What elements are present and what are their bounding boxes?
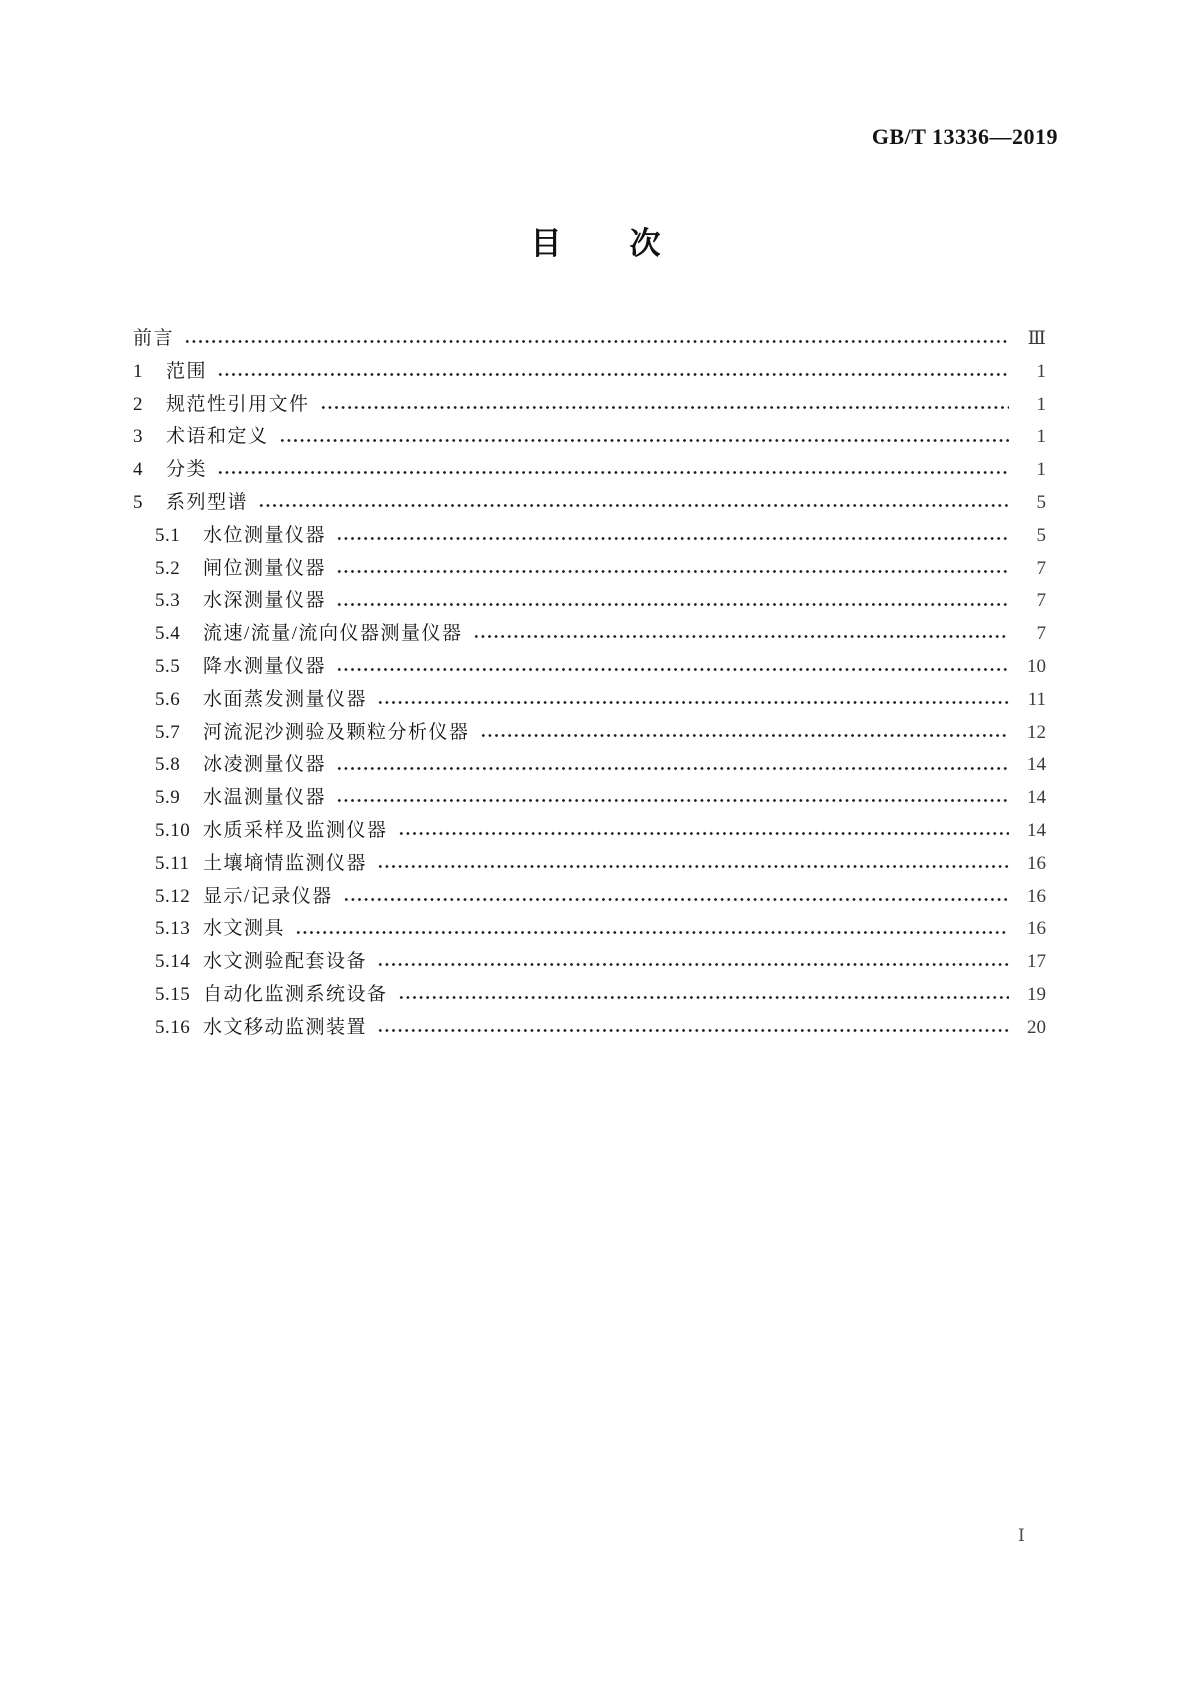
toc-entry-label: 范围 [166,360,208,382]
toc-entry[interactable] [133,356,1046,389]
toc-leader-dots [473,618,1009,651]
toc-leader-dots [258,487,1009,520]
toc-entry[interactable] [133,684,1046,717]
toc-entry-label: 闸位测量仪器 [203,557,327,579]
toc-entry-label: 水文测验配套设备 [203,951,368,973]
toc-entry-page: 14 [1027,787,1046,809]
toc-entry-label: 水质采样及监测仪器 [203,819,388,841]
toc-entry-label: 降水测量仪器 [203,655,327,677]
toc-leader-dots [377,1012,1009,1045]
toc-entry-number: 4 [133,459,143,481]
toc-entry[interactable] [133,553,1046,586]
toc-entry-page: 7 [1036,623,1046,645]
toc-leader-dots [398,979,1009,1012]
toc-entry-number: 5.3 [155,590,181,612]
toc-leader-dots [336,520,1009,553]
toc-entry-page: 16 [1027,885,1046,907]
toc-entry-page: 16 [1027,918,1046,940]
toc-entry-label: 河流泥沙测验及颗粒分析仪器 [203,721,470,743]
toc-entry-label: 水文测具 [203,918,286,940]
toc-entry-label: 流速/流量/流向仪器测量仪器 [203,623,463,645]
toc-entry[interactable] [133,881,1046,914]
toc-leader-dots [217,454,1009,487]
toc-entry-page: Ⅲ [1027,328,1046,349]
toc-entry-number: 5.1 [155,524,181,546]
toc-entry-page: 12 [1027,721,1046,743]
toc-entry-number: 5.2 [155,557,181,579]
toc-entry-page: 20 [1027,1016,1046,1038]
toc-entry-label: 系列型谱 [166,491,249,513]
toc-entry-page: 7 [1036,557,1046,579]
toc-entry[interactable] [133,848,1046,881]
toc-entry[interactable] [133,651,1046,684]
toc-entry[interactable] [133,585,1046,618]
toc-entry[interactable] [133,389,1046,422]
toc-entry-page: 17 [1027,951,1046,973]
toc-entry[interactable] [133,323,1046,356]
toc-entry-page: 16 [1027,852,1046,874]
toc-entry-page: 1 [1036,393,1046,415]
toc-leader-dots [336,651,1009,684]
toc-entry[interactable] [133,454,1046,487]
toc-entry-page: 11 [1027,688,1046,710]
toc-entry-page: 1 [1036,426,1046,448]
toc-leader-dots [377,946,1009,979]
standard-code: GB/T 13336—2019 [871,124,1058,149]
toc-entry-label: 冰凌测量仪器 [203,754,327,776]
toc-entry[interactable] [133,487,1046,520]
toc-entry-label: 自动化监测系统设备 [203,983,388,1005]
toc-entry-page: 7 [1036,590,1046,612]
toc-entry-number: 5.5 [155,655,181,677]
footer-page-number: Ⅰ [1018,1526,1025,1545]
toc-entry[interactable] [133,1012,1046,1045]
toc-entry-label: 显示/记录仪器 [203,885,333,907]
toc-entry-number: 2 [133,393,143,415]
toc-leader-dots [377,684,1009,717]
toc-entry-page: 14 [1027,754,1046,776]
toc-entry-page: 14 [1027,819,1046,841]
toc-entry-label: 水面蒸发测量仪器 [203,688,368,710]
toc-entry[interactable] [133,946,1046,979]
toc-entry-label: 水位测量仪器 [203,524,327,546]
toc-entry[interactable] [133,618,1046,651]
toc-entry-page: 5 [1036,491,1046,513]
toc-entry-number: 5.6 [155,688,181,710]
toc-entry-page: 5 [1036,524,1046,546]
toc-entry-number: 5.16 [155,1016,191,1038]
toc-entry-number: 5.14 [155,951,191,973]
toc-entry-number: 5.7 [155,721,181,743]
toc-leader-dots [184,323,1009,356]
toc-entry-page: 19 [1027,983,1046,1005]
toc-entry-number: 5.13 [155,918,191,940]
toc-entry-label: 分类 [166,459,208,481]
toc-entry[interactable] [133,421,1046,454]
toc-entry[interactable] [133,913,1046,946]
toc-entry-label: 水深测量仪器 [203,590,327,612]
toc-leader-dots [336,585,1009,618]
toc-title-container [0,228,1191,259]
toc-entry-label: 水文移动监测装置 [203,1016,368,1038]
toc-leader-dots [336,782,1009,815]
toc-entry-label: 术语和定义 [166,426,269,448]
toc-entry-number: 5.15 [155,983,191,1005]
toc-entry[interactable] [133,979,1046,1012]
toc-leader-dots [336,553,1009,586]
toc-entry-label: 土壤墒情监测仪器 [203,852,368,874]
toc-entry[interactable] [133,749,1046,782]
toc-entry-number: 5.4 [155,623,181,645]
toc-entry[interactable] [133,815,1046,848]
toc-entry-number: 5.9 [155,787,181,809]
toc-leader-dots [377,848,1009,881]
toc-entry-page: 1 [1036,459,1046,481]
toc-entry-number: 1 [133,360,143,382]
toc-entry[interactable] [133,520,1046,553]
toc-entry-label: 前言 [133,328,175,349]
toc-list [133,323,1046,1045]
toc-leader-dots [295,913,1009,946]
toc-leader-dots [279,421,1009,454]
toc-leader-dots [336,749,1009,782]
toc-entry-number: 5 [133,491,143,513]
toc-entry-label: 规范性引用文件 [166,393,310,415]
page-title: 目次 [530,226,729,261]
toc-leader-dots [398,815,1009,848]
toc-leader-dots [320,389,1009,422]
toc-entry-number: 5.10 [155,819,191,841]
toc-entry[interactable] [133,782,1046,815]
toc-entry-number: 3 [133,426,143,448]
toc-leader-dots [217,356,1009,389]
toc-leader-dots [343,881,1009,914]
toc-entry-page: 10 [1027,655,1046,677]
toc-entry[interactable] [133,717,1046,750]
toc-entry-page: 1 [1036,360,1046,382]
toc-entry-number: 5.8 [155,754,181,776]
toc-entry-number: 5.12 [155,885,191,907]
toc-leader-dots [480,717,1009,750]
toc-entry-number: 5.11 [155,852,190,874]
toc-entry-label: 水温测量仪器 [203,787,327,809]
